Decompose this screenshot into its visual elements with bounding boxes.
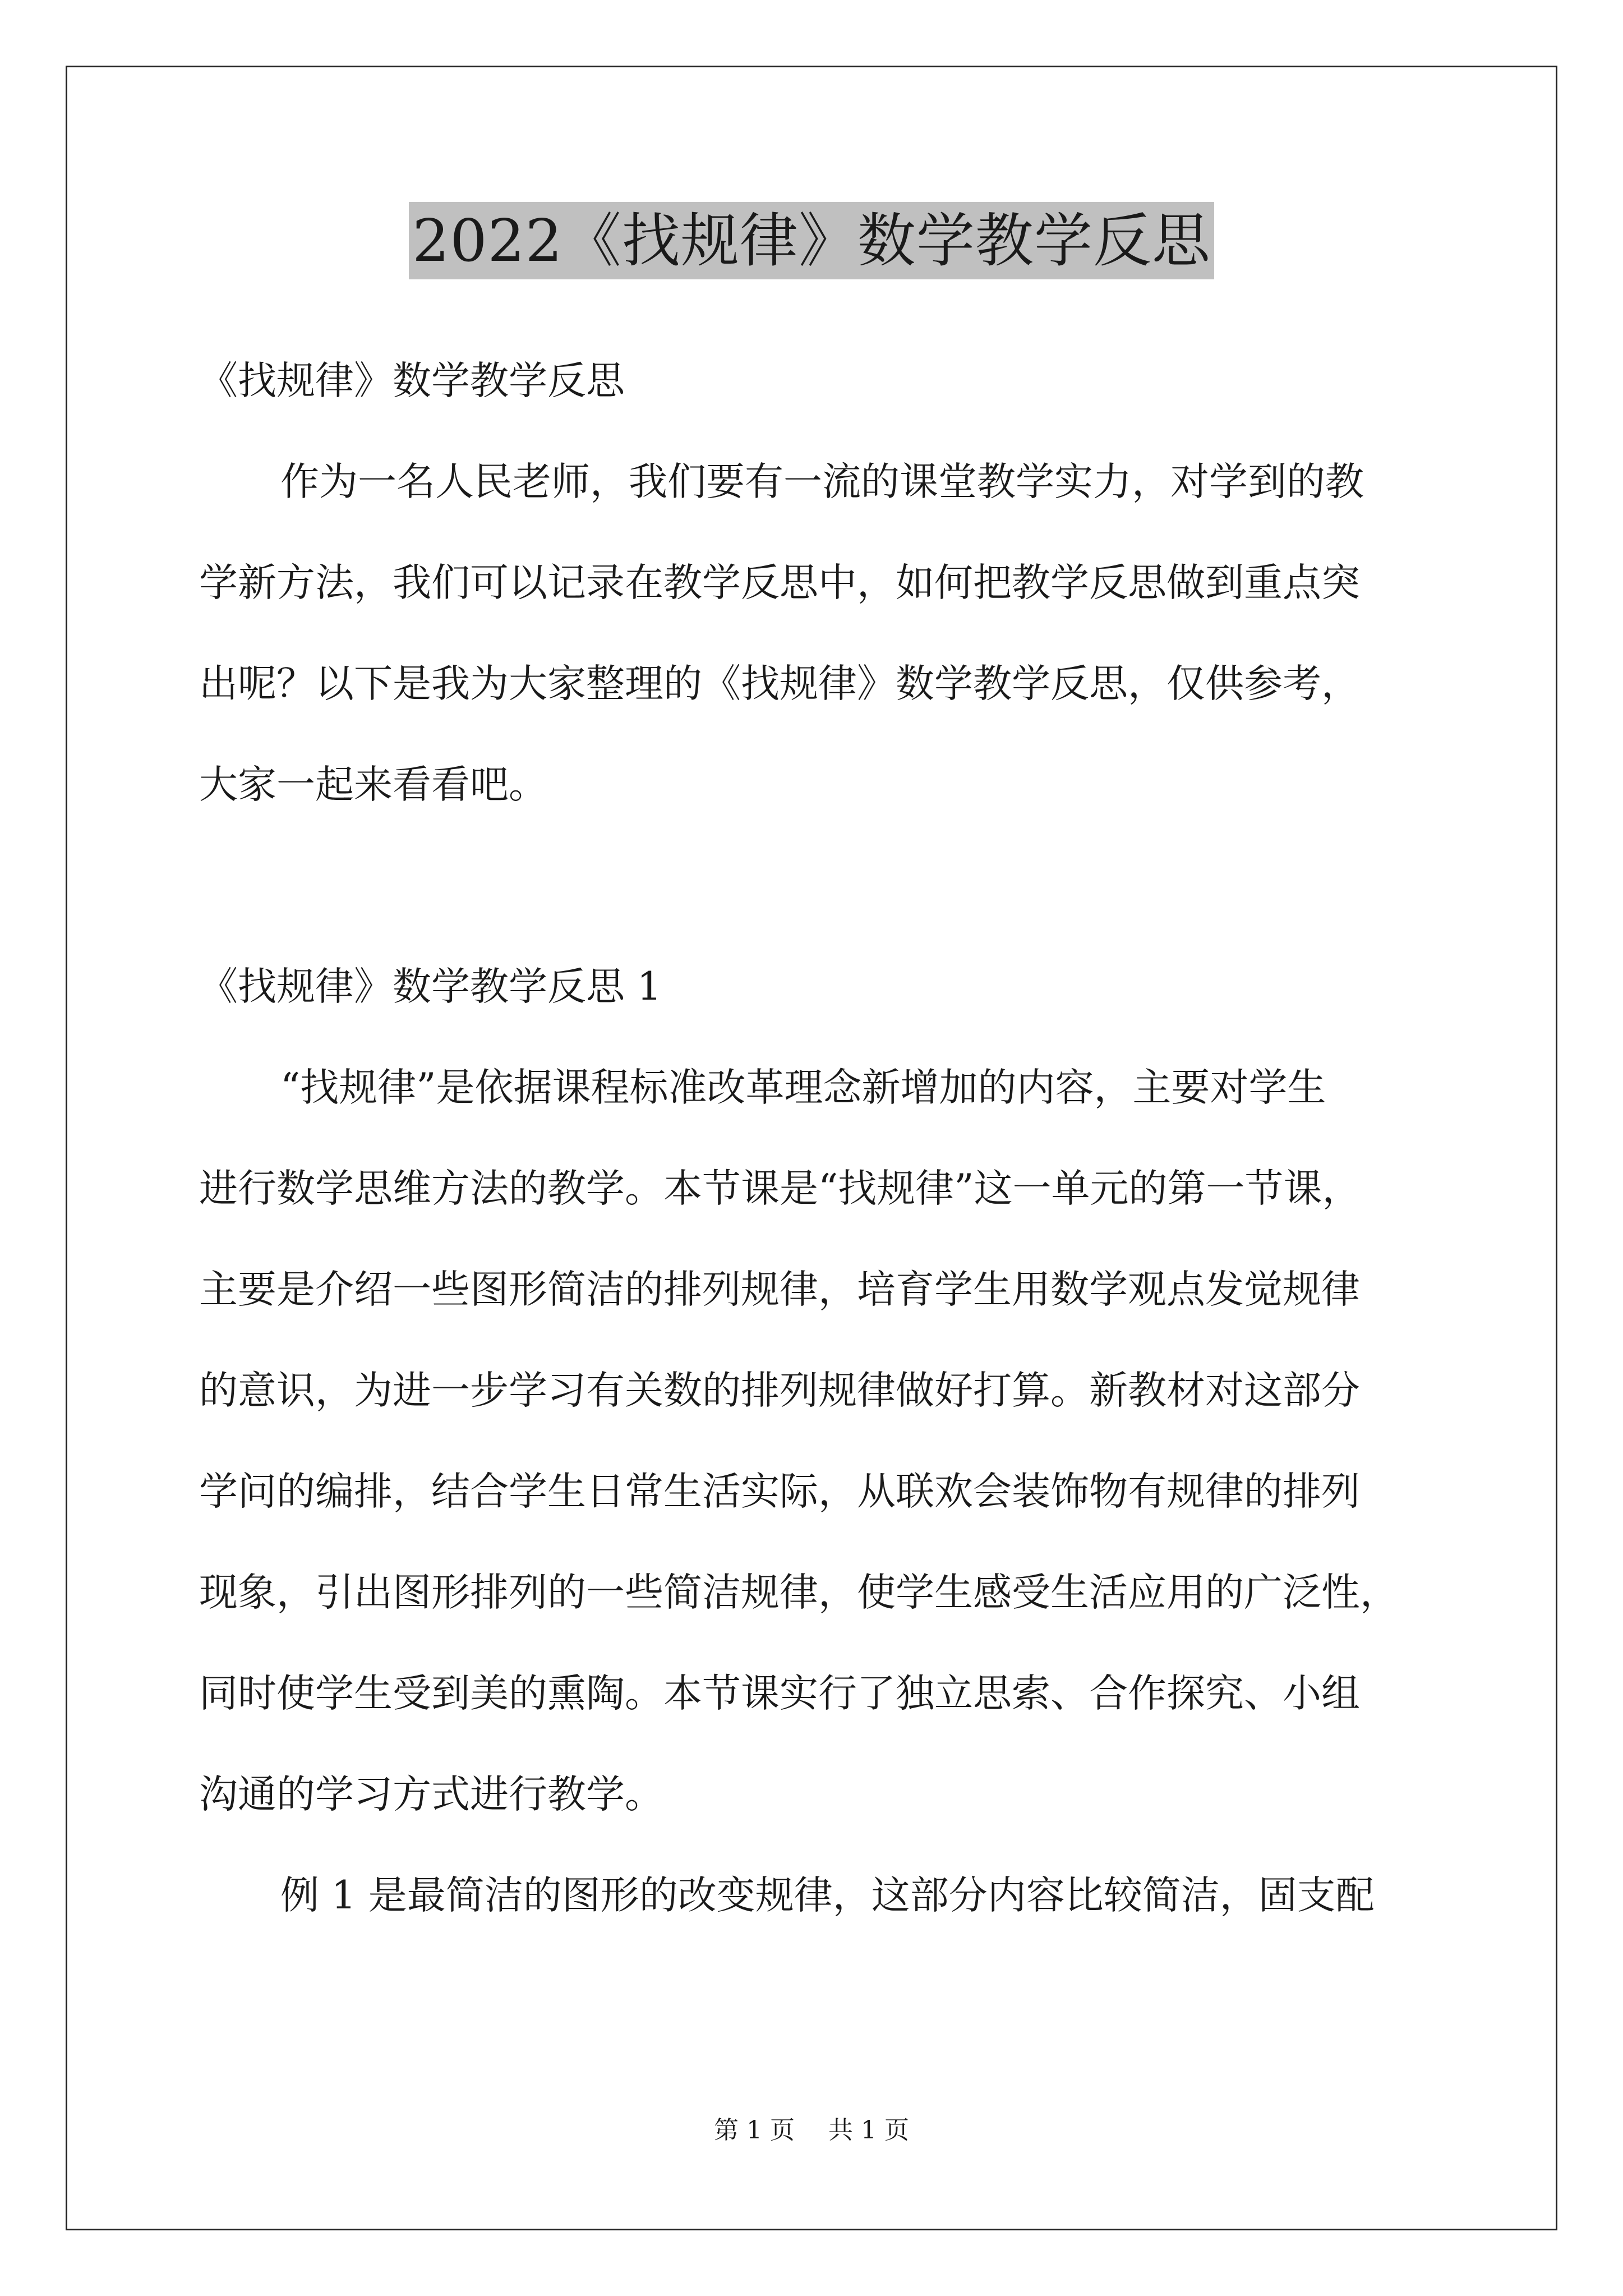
paragraph-line: 例 1 是最简洁的图形的改变规律，这部分内容比较简洁，固支配 [280,1873,1375,1918]
section-heading: 《找规律》数学教学反思 1 [199,964,662,1009]
paragraph-line: 学问的编排，结合学生日常生活实际，从联欢会装饰物有规律的排列 [199,1469,1360,1514]
paragraph-line: 现象，引出图形排列的一些简洁规律，使学生感受生活应用的广泛性， [199,1570,1399,1615]
document-title: 2022《找规律》数学教学反思 [409,202,1214,279]
spacer [199,853,1450,954]
intro-line: 出呢？以下是我为大家整理的《找规律》数学教学反思，仅供参考， [199,661,1360,706]
paragraph-line: 的意识，为进一步学习有关数的排列规律做好打算。新教材对这部分 [199,1368,1360,1413]
paragraph-line: 主要是介绍一些图形简洁的排列规律，培育学生用数学观点发觉规律 [199,1267,1360,1312]
document-body [199,348,1450,1963]
paragraph-line: “找规律”是依据课程标准改革理念新增加的内容，主要对学生 [280,1065,1326,1110]
subtitle: 《找规律》数学教学反思 [199,358,625,403]
intro-line: 大家一起来看看吧。 [199,762,547,807]
paragraph-line: 沟通的学习方式进行教学。 [199,1772,663,1817]
page-number-current: 第 1 页 [714,2116,795,2145]
intro-line: 作为一名人民老师，我们要有一流的课堂教学实力，对学到的教 [280,459,1364,504]
title-container [0,202,1623,279]
page-footer [0,2114,1623,2147]
intro-line: 学新方法，我们可以记录在教学反思中，如何把教学反思做到重点突 [199,560,1360,605]
paragraph-line: 同时使学生受到美的熏陶。本节课实行了独立思索、合作探究、小组 [199,1671,1360,1716]
page-number-total: 共 1 页 [828,2116,909,2145]
paragraph-line: 进行数学思维方法的教学。本节课是“找规律”这一单元的第一节课， [199,1166,1361,1211]
